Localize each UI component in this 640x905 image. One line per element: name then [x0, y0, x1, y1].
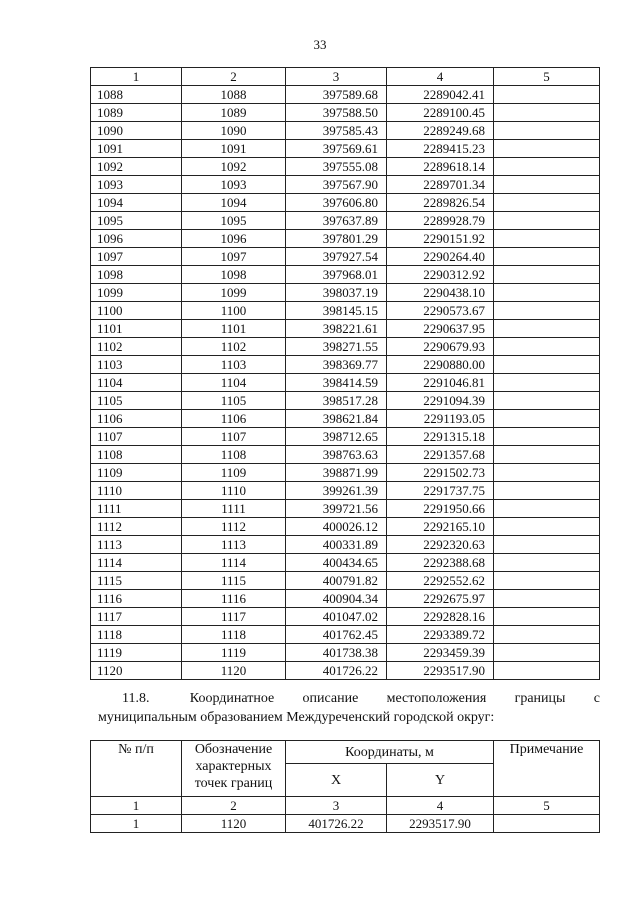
table-row — [91, 158, 600, 176]
cell-note — [494, 158, 600, 176]
cell-y: 2290637.95 — [387, 320, 494, 338]
section-number: 11.8. — [122, 691, 150, 706]
cell-number: 1100 — [91, 302, 182, 320]
cell-number: 1106 — [91, 410, 182, 428]
cell-number: 1118 — [91, 626, 182, 644]
boundary-coordinates-table — [90, 740, 600, 833]
cell-number: 1107 — [91, 428, 182, 446]
table-row — [91, 644, 600, 662]
cell-number: 1098 — [91, 266, 182, 284]
coordinates-table — [90, 67, 600, 680]
page-number: 33 — [313, 37, 327, 52]
cell-note — [494, 590, 600, 608]
cell-note — [494, 122, 600, 140]
cell-note — [494, 176, 600, 194]
column-index-row — [91, 797, 600, 815]
cell-number: 1104 — [91, 374, 182, 392]
cell-x: 399261.39 — [286, 482, 387, 500]
table-row — [91, 536, 600, 554]
cell-note — [494, 608, 600, 626]
cell-designation: 1096 — [182, 230, 286, 248]
cell-y: 2290151.92 — [387, 230, 494, 248]
cell-x: 398517.28 — [286, 392, 387, 410]
cell-x: 397927.54 — [286, 248, 387, 266]
cell-number: 1091 — [91, 140, 182, 158]
table-row — [91, 815, 600, 833]
table-row — [91, 464, 600, 482]
column-index-2: 2 — [182, 68, 286, 86]
section-word: местоположения — [386, 691, 487, 706]
column-index-4: 4 — [387, 68, 494, 86]
table-row — [91, 266, 600, 284]
column-index-3: 3 — [286, 797, 387, 815]
table-row — [91, 500, 600, 518]
cell-y: 2293389.72 — [387, 626, 494, 644]
cell-y: 2291315.18 — [387, 428, 494, 446]
cell-note — [494, 86, 600, 104]
cell-x: 401726.22 — [286, 815, 387, 833]
table-row — [91, 248, 600, 266]
cell-y: 2290438.10 — [387, 284, 494, 302]
cell-note — [494, 464, 600, 482]
cell-y: 2290880.00 — [387, 356, 494, 374]
cell-x: 397567.90 — [286, 176, 387, 194]
cell-designation: 1105 — [182, 392, 286, 410]
cell-note — [494, 104, 600, 122]
cell-y: 2289928.79 — [387, 212, 494, 230]
column-index-2: 2 — [182, 797, 286, 815]
cell-number: 1110 — [91, 482, 182, 500]
table-row — [91, 590, 600, 608]
cell-x: 398414.59 — [286, 374, 387, 392]
table-row — [91, 194, 600, 212]
cell-note — [494, 554, 600, 572]
cell-note — [494, 626, 600, 644]
cell-designation: 1095 — [182, 212, 286, 230]
cell-number: 1089 — [91, 104, 182, 122]
cell-designation: 1093 — [182, 176, 286, 194]
cell-designation: 1090 — [182, 122, 286, 140]
table-row — [91, 608, 600, 626]
cell-note — [494, 284, 600, 302]
cell-number: 1108 — [91, 446, 182, 464]
cell-number: 1099 — [91, 284, 182, 302]
cell-designation: 1115 — [182, 572, 286, 590]
cell-designation: 1094 — [182, 194, 286, 212]
cell-x: 397801.29 — [286, 230, 387, 248]
cell-note — [494, 338, 600, 356]
cell-number: 1088 — [91, 86, 182, 104]
cell-designation: 1113 — [182, 536, 286, 554]
cell-y: 2292675.97 — [387, 590, 494, 608]
cell-designation: 1092 — [182, 158, 286, 176]
cell-number: 1115 — [91, 572, 182, 590]
table-row — [91, 338, 600, 356]
column-index-1: 1 — [91, 797, 182, 815]
section-word: Координатное — [189, 691, 275, 706]
cell-designation: 1120 — [182, 815, 286, 833]
cell-y: 2291357.68 — [387, 446, 494, 464]
cell-note — [494, 500, 600, 518]
cell-y: 2289249.68 — [387, 122, 494, 140]
cell-number: 1090 — [91, 122, 182, 140]
cell-designation: 1111 — [182, 500, 286, 518]
cell-designation: 1107 — [182, 428, 286, 446]
table-row — [91, 554, 600, 572]
cell-note — [494, 815, 600, 833]
cell-note — [494, 356, 600, 374]
cell-number: 1 — [91, 815, 182, 833]
header-number: № п/п — [91, 741, 182, 797]
cell-designation: 1100 — [182, 302, 286, 320]
cell-note — [494, 644, 600, 662]
cell-designation: 1101 — [182, 320, 286, 338]
cell-y: 2292552.62 — [387, 572, 494, 590]
cell-x: 397637.89 — [286, 212, 387, 230]
table-row — [91, 104, 600, 122]
cell-y: 2289100.45 — [387, 104, 494, 122]
cell-designation: 1091 — [182, 140, 286, 158]
cell-note — [494, 446, 600, 464]
cell-number: 1113 — [91, 536, 182, 554]
cell-designation: 1108 — [182, 446, 286, 464]
cell-note — [494, 662, 600, 680]
table-row — [91, 572, 600, 590]
cell-y: 2291094.39 — [387, 392, 494, 410]
section-11-8 — [98, 689, 600, 727]
cell-designation: 1089 — [182, 104, 286, 122]
cell-x: 398871.99 — [286, 464, 387, 482]
cell-x: 397588.50 — [286, 104, 387, 122]
cell-designation: 1120 — [182, 662, 286, 680]
cell-y: 2291950.66 — [387, 500, 494, 518]
cell-x: 398763.63 — [286, 446, 387, 464]
column-index-row — [91, 68, 600, 86]
section-word: описание — [302, 691, 359, 706]
cell-x: 400791.82 — [286, 572, 387, 590]
cell-x: 397585.43 — [286, 122, 387, 140]
table-row — [91, 626, 600, 644]
cell-y: 2292388.68 — [387, 554, 494, 572]
cell-number: 1111 — [91, 500, 182, 518]
table-row — [91, 482, 600, 500]
cell-x: 400026.12 — [286, 518, 387, 536]
cell-y: 2293459.39 — [387, 644, 494, 662]
cell-y: 2291737.75 — [387, 482, 494, 500]
cell-x: 397589.68 — [286, 86, 387, 104]
cell-note — [494, 428, 600, 446]
table-row — [91, 410, 600, 428]
cell-designation: 1118 — [182, 626, 286, 644]
cell-designation: 1106 — [182, 410, 286, 428]
cell-x: 398621.84 — [286, 410, 387, 428]
cell-y: 2293517.90 — [387, 815, 494, 833]
cell-number: 1102 — [91, 338, 182, 356]
cell-note — [494, 302, 600, 320]
table-row — [91, 302, 600, 320]
cell-designation: 1099 — [182, 284, 286, 302]
cell-note — [494, 320, 600, 338]
cell-number: 1116 — [91, 590, 182, 608]
cell-note — [494, 212, 600, 230]
section-heading-line — [98, 689, 600, 708]
table-row — [91, 320, 600, 338]
cell-y: 2289701.34 — [387, 176, 494, 194]
section-word: границы — [514, 691, 566, 706]
cell-y: 2292320.63 — [387, 536, 494, 554]
header-note: Примечание — [494, 741, 600, 797]
cell-note — [494, 572, 600, 590]
cell-designation: 1097 — [182, 248, 286, 266]
cell-number: 1103 — [91, 356, 182, 374]
cell-y: 2293517.90 — [387, 662, 494, 680]
cell-number: 1120 — [91, 662, 182, 680]
cell-x: 398712.65 — [286, 428, 387, 446]
header-y: Y — [387, 764, 494, 797]
cell-y: 2289618.14 — [387, 158, 494, 176]
cell-note — [494, 248, 600, 266]
section-word: с — [593, 691, 600, 706]
cell-designation: 1114 — [182, 554, 286, 572]
cell-y: 2292165.10 — [387, 518, 494, 536]
cell-designation: 1103 — [182, 356, 286, 374]
cell-x: 397968.01 — [286, 266, 387, 284]
column-index-5: 5 — [494, 68, 600, 86]
cell-number: 1095 — [91, 212, 182, 230]
cell-x: 397606.80 — [286, 194, 387, 212]
cell-designation: 1102 — [182, 338, 286, 356]
cell-designation: 1088 — [182, 86, 286, 104]
table-row — [91, 86, 600, 104]
cell-number: 1117 — [91, 608, 182, 626]
cell-y: 2289415.23 — [387, 140, 494, 158]
cell-number: 1114 — [91, 554, 182, 572]
cell-number: 1092 — [91, 158, 182, 176]
cell-x: 400904.34 — [286, 590, 387, 608]
cell-note — [494, 140, 600, 158]
cell-number: 1105 — [91, 392, 182, 410]
cell-x: 401047.02 — [286, 608, 387, 626]
cell-number: 1112 — [91, 518, 182, 536]
table-row — [91, 446, 600, 464]
cell-y: 2289042.41 — [387, 86, 494, 104]
cell-designation: 1109 — [182, 464, 286, 482]
cell-number: 1101 — [91, 320, 182, 338]
table-row — [91, 428, 600, 446]
cell-note — [494, 482, 600, 500]
cell-number: 1097 — [91, 248, 182, 266]
column-index-5: 5 — [494, 797, 600, 815]
cell-x: 398369.77 — [286, 356, 387, 374]
cell-x: 398037.19 — [286, 284, 387, 302]
cell-number: 1109 — [91, 464, 182, 482]
cell-x: 397569.61 — [286, 140, 387, 158]
cell-note — [494, 392, 600, 410]
cell-designation: 1104 — [182, 374, 286, 392]
cell-y: 2291193.05 — [387, 410, 494, 428]
column-index-1: 1 — [91, 68, 182, 86]
cell-y: 2290573.67 — [387, 302, 494, 320]
cell-y: 2290312.92 — [387, 266, 494, 284]
column-index-3: 3 — [286, 68, 387, 86]
table-row — [91, 356, 600, 374]
table-row — [91, 662, 600, 680]
cell-x: 400331.89 — [286, 536, 387, 554]
cell-note — [494, 518, 600, 536]
cell-note — [494, 266, 600, 284]
cell-designation: 1098 — [182, 266, 286, 284]
cell-note — [494, 536, 600, 554]
cell-designation: 1112 — [182, 518, 286, 536]
table-row — [91, 122, 600, 140]
cell-designation: 1119 — [182, 644, 286, 662]
column-index-4: 4 — [387, 797, 494, 815]
cell-y: 2290264.40 — [387, 248, 494, 266]
cell-y: 2292828.16 — [387, 608, 494, 626]
cell-x: 397555.08 — [286, 158, 387, 176]
cell-x: 400434.65 — [286, 554, 387, 572]
section-heading-continuation: муниципальным образованием Междуреченский городской округ: — [98, 710, 495, 725]
cell-note — [494, 410, 600, 428]
cell-x: 398271.55 — [286, 338, 387, 356]
table-row — [91, 140, 600, 158]
cell-y: 2290679.93 — [387, 338, 494, 356]
table-row — [91, 230, 600, 248]
cell-x: 399721.56 — [286, 500, 387, 518]
cell-number: 1119 — [91, 644, 182, 662]
header-designation: Обозначение характерных точек границ — [182, 741, 286, 797]
cell-y: 2289826.54 — [387, 194, 494, 212]
table-row — [91, 212, 600, 230]
cell-x: 401738.38 — [286, 644, 387, 662]
cell-number: 1096 — [91, 230, 182, 248]
cell-x: 398221.61 — [286, 320, 387, 338]
cell-number: 1093 — [91, 176, 182, 194]
cell-x: 401762.45 — [286, 626, 387, 644]
header-x: X — [286, 764, 387, 797]
cell-designation: 1117 — [182, 608, 286, 626]
table-row — [91, 374, 600, 392]
cell-note — [494, 374, 600, 392]
cell-number: 1094 — [91, 194, 182, 212]
table-row — [91, 392, 600, 410]
table-row — [91, 284, 600, 302]
cell-designation: 1110 — [182, 482, 286, 500]
cell-x: 398145.15 — [286, 302, 387, 320]
cell-y: 2291046.81 — [387, 374, 494, 392]
cell-note — [494, 194, 600, 212]
cell-note — [494, 230, 600, 248]
cell-x: 401726.22 — [286, 662, 387, 680]
table-row — [91, 176, 600, 194]
header-coordinates: Координаты, м — [286, 741, 494, 764]
cell-designation: 1116 — [182, 590, 286, 608]
table-row — [91, 518, 600, 536]
cell-y: 2291502.73 — [387, 464, 494, 482]
